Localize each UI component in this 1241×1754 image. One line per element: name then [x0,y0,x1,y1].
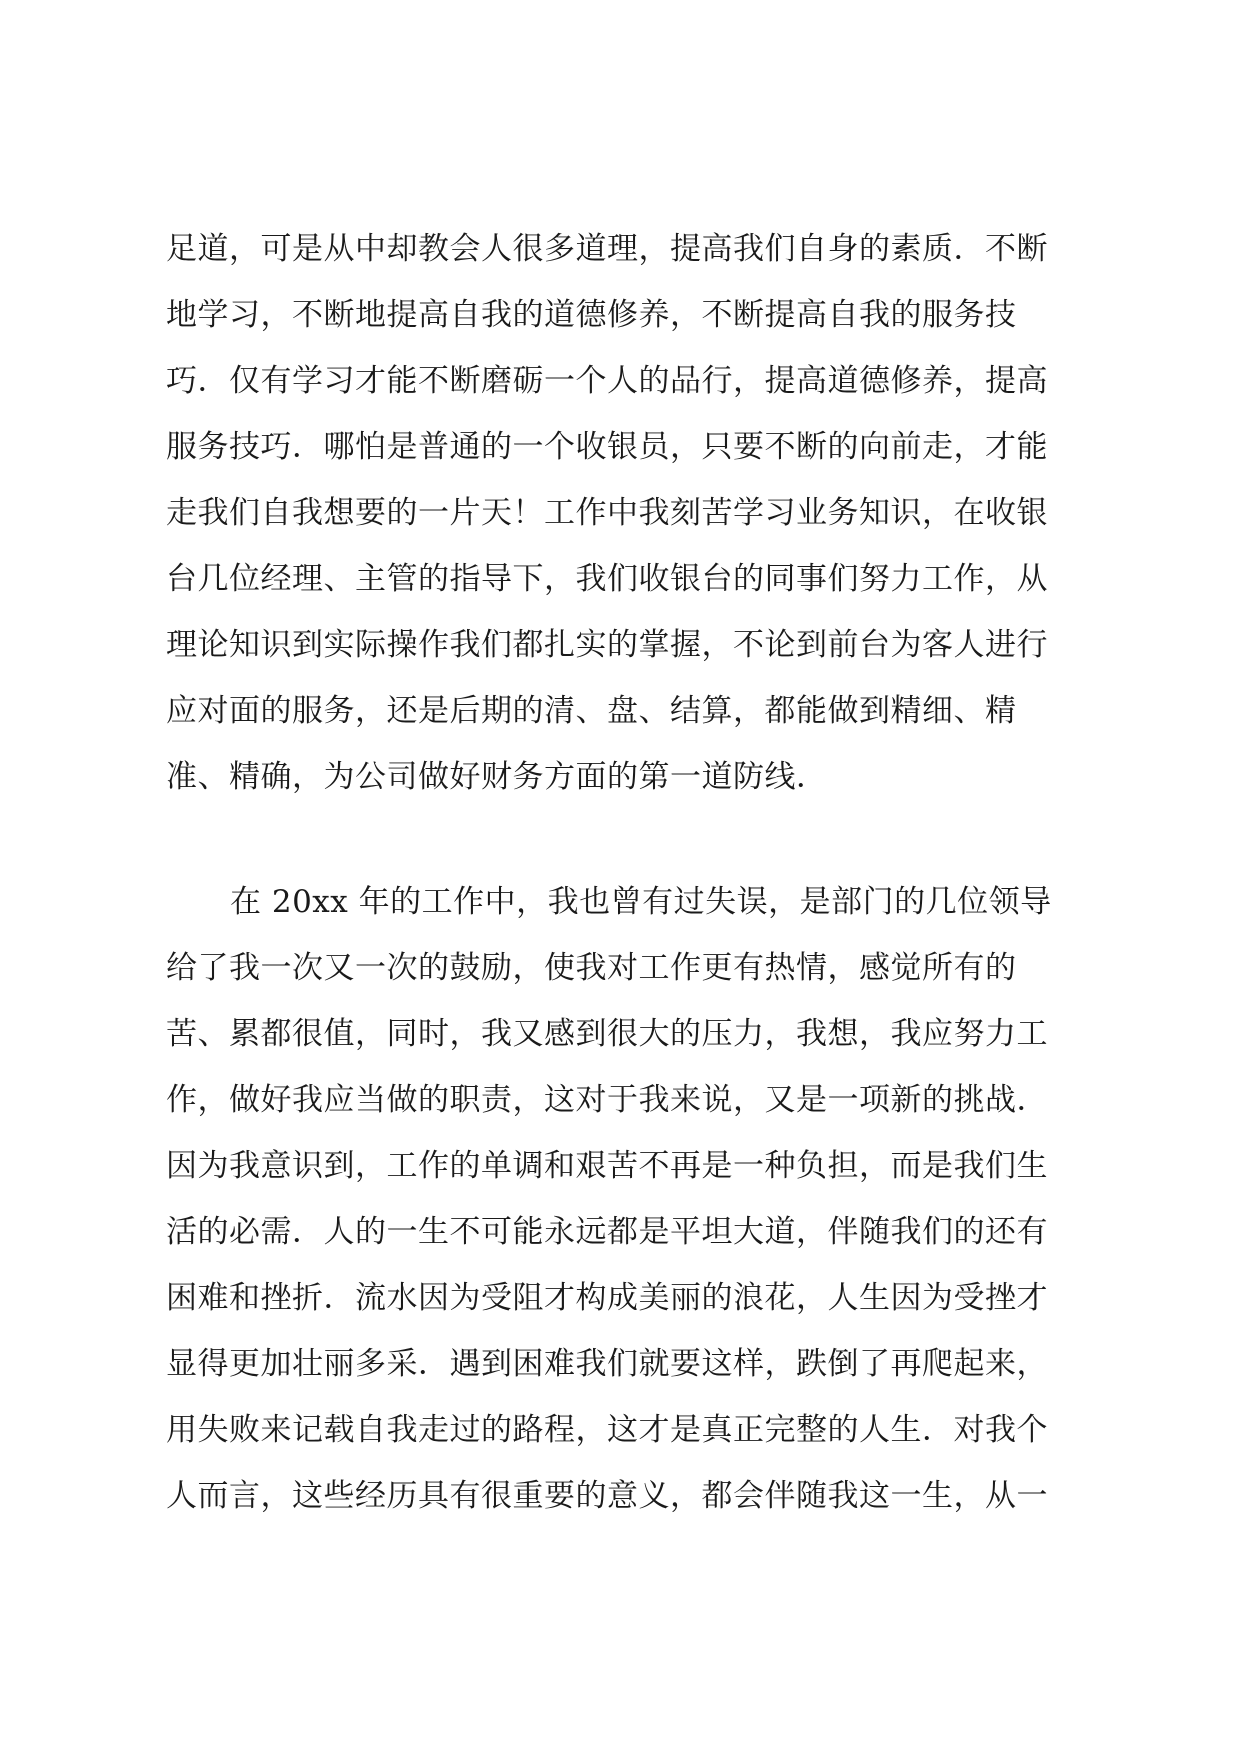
text-line: 理论知识到实际操作我们都扎实的掌握，不论到前台为客人进行 [166,627,1048,663]
text-line: 困难和挫折．流水因为受阻才构成美丽的浪花，人生因为受挫才 [166,1280,1048,1316]
text-line: 台几位经理、主管的指导下，我们收银台的同事们努力工作，从 [166,561,1048,597]
text-line: 用失败来记载自我走过的路程，这才是真正完整的人生．对我个 [166,1412,1048,1448]
text-line: 因为我意识到，工作的单调和艰苦不再是一种负担，而是我们生 [166,1148,1048,1184]
text-line: 人而言，这些经历具有很重要的意义，都会伴随我这一生，从一 [166,1478,1048,1514]
text-line: 地学习，不断地提高自我的道德修养，不断提高自我的服务技 [166,297,1017,333]
text-line: 苦、累都很值，同时，我又感到很大的压力，我想，我应努力工 [166,1016,1048,1052]
paragraph-2 [166,869,1094,1529]
paragraph-1 [166,216,1094,810]
text-line: 服务技巧．哪怕是普通的一个收银员，只要不断的向前走，才能 [166,429,1048,465]
text-line: 足道，可是从中却教会人很多道理，提高我们自身的素质．不断 [166,231,1048,267]
text-line: 活的必需．人的一生不可能永远都是平坦大道，伴随我们的还有 [166,1214,1048,1250]
text-line: 应对面的服务，还是后期的清、盘、结算，都能做到精细、精 [166,693,1017,729]
text-line: 准、精确，为公司做好财务方面的第一道防线． [166,759,828,795]
text-line: 巧．仅有学习才能不断磨砺一个人的品行，提高道德修养，提高 [166,363,1048,399]
text-line: 显得更加壮丽多采．遇到困难我们就要这样，跌倒了再爬起来， [166,1346,1048,1382]
text-line: 作，做好我应当做的职责，这对于我来说，又是一项新的挑战． [166,1082,1048,1118]
text-line-indented: 在 20xx 年的工作中，我也曾有过失误，是部门的几位领导 [230,884,1052,920]
text-line: 给了我一次又一次的鼓励，使我对工作更有热情，感觉所有的 [166,950,1017,986]
text-line: 走我们自我想要的一片天！工作中我刻苦学习业务知识，在收银 [166,495,1048,531]
